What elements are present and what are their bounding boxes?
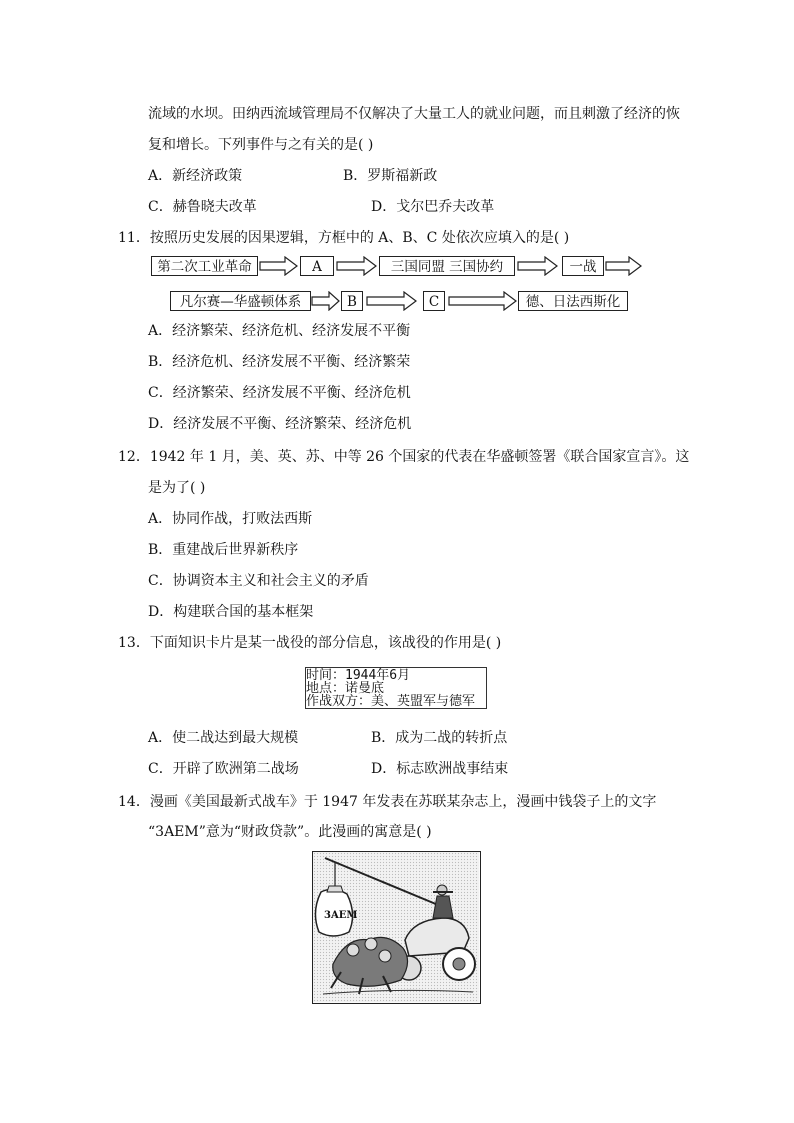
q13-option-d: D．标志欧洲战事结束 xyxy=(371,761,509,777)
card-belligerents: 作战双方：美、英盟军与德军 xyxy=(306,694,476,709)
q12-line1: 12．1942 年 1 月，美、英、苏、中等 26 个国家的代表在华盛顿签署《联合国家宣言》。这 xyxy=(118,449,690,465)
flow-box-ww1: 一战 xyxy=(562,256,604,276)
flow-arrow-icon xyxy=(259,256,299,276)
q13-stem: 13．下面知识卡片是某一战役的部分信息，该战役的作用是( ) xyxy=(118,635,502,651)
q11-option-b: B．经济危机、经济发展不平衡、经济繁荣 xyxy=(148,354,411,370)
bag-label: 3AEM xyxy=(324,910,358,921)
q10-line1: 流域的水坝。田纳西流域管理局不仅解决了大量工人的就业问题，而且刺激了经济的恢 xyxy=(148,106,680,122)
q13-option-a: A．使二战达到最大规模 xyxy=(148,730,299,746)
q10-option-c: C．赫鲁晓夫改革 xyxy=(148,199,257,215)
cartoon-drawing xyxy=(313,852,479,1002)
cartoon-image xyxy=(312,851,481,1004)
flow-arrow-icon xyxy=(448,291,518,311)
flow-box-a: A xyxy=(300,256,334,276)
q11-option-a: A．经济繁荣、经济危机、经济发展不平衡 xyxy=(148,323,411,339)
q11-option-c: C．经济繁荣、经济发展不平衡、经济危机 xyxy=(148,385,411,401)
q10-line2: 复和增长。下列事件与之有关的是( ) xyxy=(148,137,374,153)
flow-arrow-icon xyxy=(366,291,418,311)
q12-option-a: A．协同作战，打败法西斯 xyxy=(148,511,313,527)
card-time: 时间：1944年6月 xyxy=(306,668,411,683)
flow-arrow-icon xyxy=(311,291,341,311)
flow-arrow-icon xyxy=(336,256,378,276)
flow-box-industrial-revolution: 第二次工业革命 xyxy=(151,256,258,276)
flow-box-alliances: 三国同盟 三国协约 xyxy=(379,256,515,276)
flow-box-c: C xyxy=(423,291,445,311)
knowledge-card xyxy=(305,667,487,709)
flow-box-versailles-washington: 凡尔赛—华盛顿体系 xyxy=(170,291,311,311)
q12-option-b: B．重建战后世界新秩序 xyxy=(148,542,299,558)
q12-option-c: C．协调资本主义和社会主义的矛盾 xyxy=(148,573,369,589)
q14-line1: 14．漫画《美国最新式战车》于 1947 年发表在苏联某杂志上，漫画中钱袋子上的文字 xyxy=(118,794,657,810)
q10-option-d: D．戈尔巴乔夫改革 xyxy=(371,199,495,215)
q12-option-d: D．构建联合国的基本框架 xyxy=(148,604,314,620)
flow-box-fascism: 德、日法西斯化 xyxy=(518,291,628,311)
q11-stem: 11．按照历史发展的因果逻辑，方框中的 A、B、C 处依次应填入的是( ) xyxy=(118,230,570,246)
q10-option-b: B．罗斯福新政 xyxy=(343,168,438,184)
q12-line2: 是为了( ) xyxy=(148,480,206,496)
flow-box-b: B xyxy=(341,291,363,311)
q13-option-b: B．成为二战的转折点 xyxy=(371,730,508,746)
q11-option-d: D．经济发展不平衡、经济繁荣、经济危机 xyxy=(148,416,412,432)
q14-line2: “3AEM”意为“财政贷款”。此漫画的寓意是( ) xyxy=(148,824,432,840)
flow-arrow-icon xyxy=(605,256,643,276)
q13-option-c: C．开辟了欧洲第二战场 xyxy=(148,761,299,777)
card-place: 地点：诺曼底 xyxy=(306,681,385,696)
flow-arrow-icon xyxy=(517,256,559,276)
q10-option-a: A．新经济政策 xyxy=(148,168,243,184)
